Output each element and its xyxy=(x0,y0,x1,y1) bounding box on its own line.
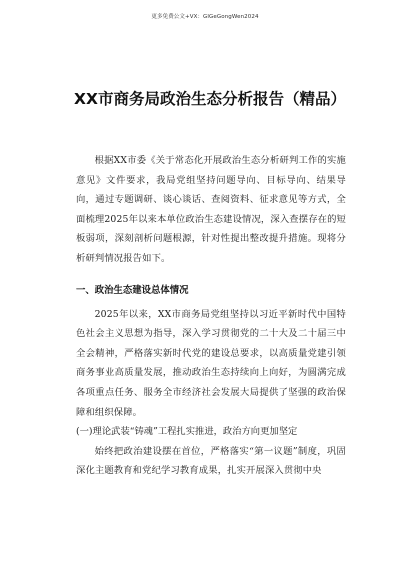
section-heading: 一、政治生态建设总体情况 xyxy=(76,284,189,296)
spacer xyxy=(76,269,346,275)
document-title: XX市商务局政治生态分析报告（精品） xyxy=(74,90,346,108)
subsection-paragraph: 始终把政治建设摆在首位，严格落实“第一议题”制度，巩固深化主题教育和党纪学习教育成果，扎实开展深入贯彻中央 xyxy=(76,445,346,477)
section-paragraph: 2025年以来，XX市商务局党组坚持以习近平新时代中国特色社会主义思想为指导，深入学习贯彻党的二十大及二十届三中全会精神，严格落实新时代党的建设总要求，以高质量党建引领商务事业高质量发展，推动政治生态持续向上向好，为圆满完成各项重点任务、服务全市经济社会发展大局提供了坚强的政治保障和组织保障。 xyxy=(76,308,346,418)
header-note: 更多免费公文+VX：GlGeGongWen2024 xyxy=(151,14,259,20)
intro-paragraph: 根据XX市委《关于常态化开展政治生态分析研判工作的实施意见》文件要求，我局党组坚持问题导向、目标导向、结果导向，通过专题调研、谈心谈话、查阅资料、征求意见等方式，全面梳理2025年以来本单位政治生态建设情况，深入查摆存在的短板弱项，深刻剖析问题根源，针对性提出整改提升措施。现将分析研判情况报告如下。 xyxy=(76,155,346,264)
document-body xyxy=(76,151,346,481)
subsection-heading: (一)理论武装“铸魂”工程扎实推进，政治方向更加坚定 xyxy=(76,426,298,438)
